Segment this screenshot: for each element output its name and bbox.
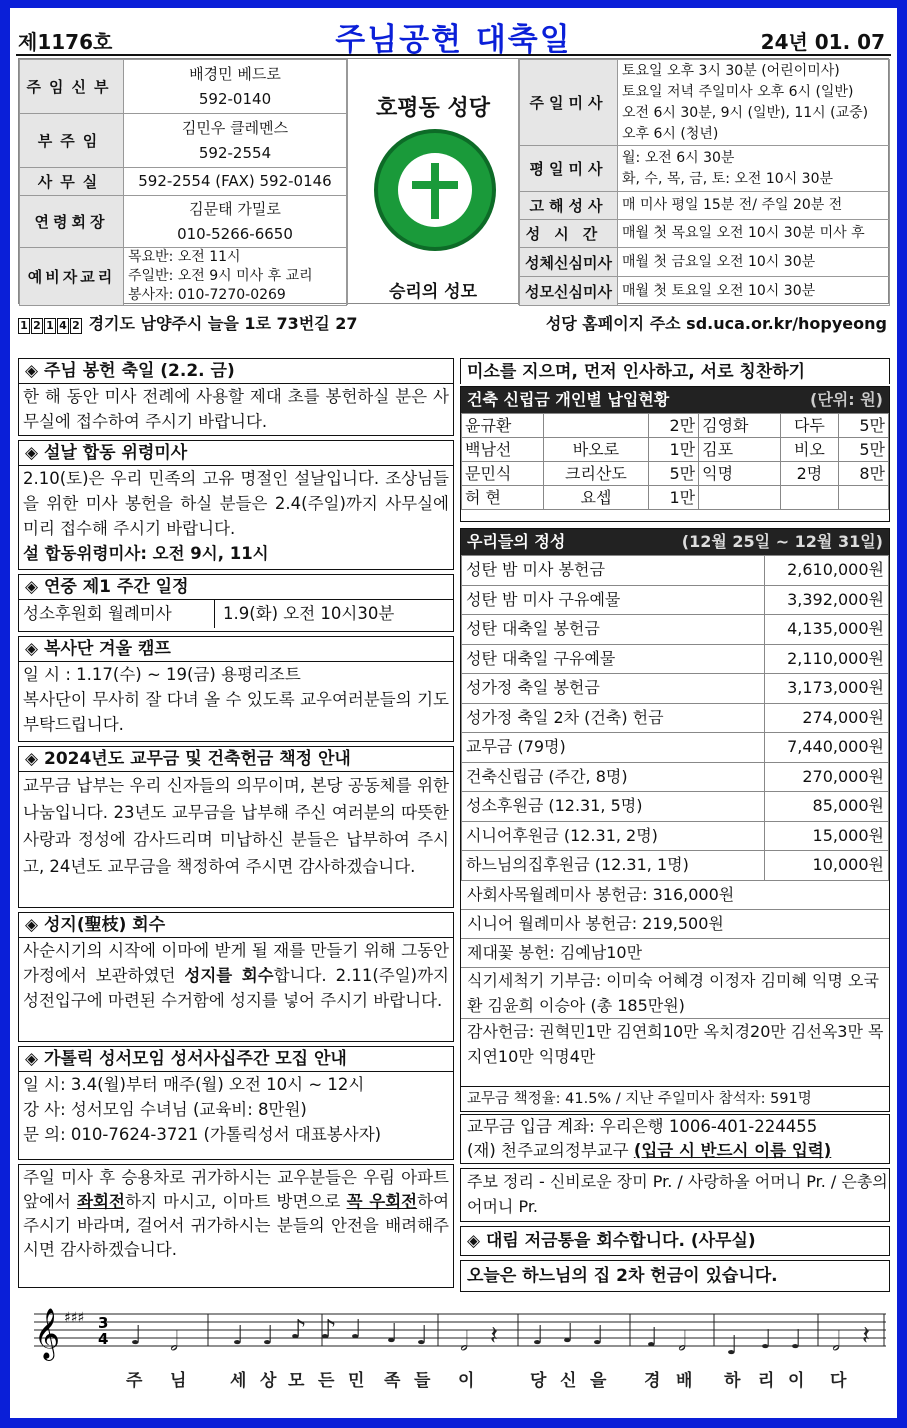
staff-label: 예비자교리 xyxy=(20,248,124,306)
schedule-value: 토요일 오후 3시 30분 (어린이미사) 토요일 저녁 주일미사 오후 6시 (일반) 오전 6시 30분, 9시 (일반), 11시 (교중) 오후 6시 (청년) xyxy=(618,60,890,146)
bulletin-header xyxy=(10,8,897,58)
notice-presentation-feast xyxy=(18,358,454,436)
staff-value: 목요반: 오전 11시 주일반: 오전 9시 미사 후 교리 봉사자: 010-7270-0269 xyxy=(124,248,347,306)
svg-text:배: 배 xyxy=(676,1371,693,1391)
notice-dues-guidance xyxy=(18,746,454,908)
page-title: 주님공현 대축일 xyxy=(335,22,572,58)
svg-text:다: 다 xyxy=(830,1371,847,1391)
issue-date: 24년 01. 07 xyxy=(760,30,885,54)
bulletin-credits: 주보 정리 - 신비로운 장미 Pr. / 사랑하올 어머니 Pr. / 은총의 어머니 Pr. xyxy=(467,1172,888,1216)
church-emblem-panel xyxy=(347,59,519,305)
time-signature-bottom: 4 xyxy=(98,1330,109,1348)
note-quarter-icon: ♩ xyxy=(350,1315,363,1345)
svg-text:을: 을 xyxy=(590,1371,607,1391)
note-quarter-icon: ♩ xyxy=(232,1321,245,1351)
church-name: 호평동 성당 xyxy=(376,96,490,121)
table-row: 성탄 밤 미사 봉헌금 2,610,000원 xyxy=(462,556,889,586)
notice-body: 복사단이 무사히 잘 다녀 올 수 있도록 교우여러분들의 기도 부탁드립니다. xyxy=(23,690,449,734)
note-quarter-icon: ♩ xyxy=(532,1321,545,1351)
svg-text:주: 주 xyxy=(126,1371,143,1391)
offering-extra: 시니어 월례미사 봉헌금: 219,500원 xyxy=(461,910,889,939)
address-line xyxy=(18,311,889,335)
offerings-table xyxy=(461,555,889,881)
advent-text: ◈ 대림 저금통을 회수합니다. (사무실) xyxy=(467,1231,756,1251)
notice-palm-collection xyxy=(18,912,454,1042)
header-rule xyxy=(16,54,891,56)
note-quarter-icon: ♩ xyxy=(130,1321,143,1351)
svg-text:님: 님 xyxy=(170,1371,187,1391)
note-quarter-icon: ♩ xyxy=(592,1321,605,1351)
note-quarter-icon: ♩ xyxy=(416,1321,429,1351)
table-row: 성소후원금 (12.31, 5명) 85,000원 xyxy=(462,792,889,822)
second-collection-notice xyxy=(460,1260,890,1292)
event-name: 성소후원회 월례미사 xyxy=(19,600,215,628)
building-fund-panel xyxy=(460,386,890,522)
svg-text:민: 민 xyxy=(348,1371,365,1391)
note-quarter-icon: ♩ xyxy=(386,1319,399,1349)
notice-highlight: 설 합동위령미사: 오전 9시, 11시 xyxy=(23,544,269,563)
svg-text:세: 세 xyxy=(230,1371,247,1391)
sharp-icon: ♯♯♯ xyxy=(64,1310,85,1326)
slogan-banner xyxy=(460,358,890,384)
notice-altar-server-camp xyxy=(18,636,454,742)
staff-label: 주임신부 xyxy=(20,60,124,114)
account-line: (재) 천주교의정부교구 (입금 시 반드시 이름 입력) xyxy=(467,1141,832,1160)
svg-text:모: 모 xyxy=(288,1371,305,1391)
svg-text:이: 이 xyxy=(458,1371,475,1391)
svg-text:경: 경 xyxy=(644,1371,661,1391)
staff-label: 연령회장 xyxy=(20,196,124,248)
schedule-row xyxy=(19,600,453,628)
svg-text:리: 리 xyxy=(758,1371,775,1391)
dues-rate-panel xyxy=(460,1086,890,1112)
advent-box-notice xyxy=(460,1226,890,1256)
notice-lunar-new-year-mass xyxy=(18,440,454,570)
note-quarter-icon: ♩ xyxy=(790,1325,803,1355)
offering-extra: 제대꽃 봉헌: 김예남10만 xyxy=(461,939,889,968)
second-collection-text: 오늘은 하느님의 집 2차 헌금이 있습니다. xyxy=(467,1266,778,1286)
table-row: 건축신립금 (주간, 8명) 270,000원 xyxy=(462,762,889,792)
cross-icon xyxy=(431,163,439,219)
note-quarter-icon: ♩ xyxy=(646,1323,659,1353)
notice-line: 문 의: 010-7624-3721 (가톨릭성서 대표봉사자) xyxy=(23,1125,382,1144)
table-row: 교무금 (79명) 7,440,000원 xyxy=(462,733,889,763)
notice-line: 일 시 : 1.17(수) ~ 19(금) 용평리조트 xyxy=(23,665,301,684)
schedule-value: 매월 첫 목요일 오전 10시 30분 미사 후 xyxy=(618,220,890,248)
staff-table xyxy=(19,59,347,306)
cross-bar-icon xyxy=(412,181,458,189)
notice-body: 한 해 동안 미사 전례에 사용할 제대 초를 봉헌하실 분은 사무실에 접수하여 주시기 바랍니다. xyxy=(23,387,449,431)
schedule-label: 고해성사 xyxy=(520,192,618,220)
svg-text:당: 당 xyxy=(530,1371,547,1391)
offerings-header: 우리들의 정성 (12월 25일 ~ 12월 31일) xyxy=(461,529,889,555)
note-half-icon: 𝅗𝅥 xyxy=(832,1327,841,1357)
notice-title: ◈ 복사단 겨울 캠프 xyxy=(19,637,453,662)
staff-value: 김민우 클레멘스 592-2554 xyxy=(124,114,347,168)
svg-text:족: 족 xyxy=(384,1371,401,1391)
table-row: 성탄 대축일 봉헌금 4,135,000원 xyxy=(462,615,889,645)
svg-text:든: 든 xyxy=(318,1371,335,1391)
svg-text:상: 상 xyxy=(260,1371,277,1391)
mass-schedule-table xyxy=(519,59,890,306)
church-patron: 승리의 성모 xyxy=(388,282,478,302)
table-row: 성탄 대축일 구유예물 2,110,000원 xyxy=(462,644,889,674)
schedule-value: 매월 첫 금요일 오전 10시 30분 xyxy=(618,248,890,277)
svg-text:신: 신 xyxy=(560,1371,577,1391)
staff-value: 김문태 가밀로 010-5266-6650 xyxy=(124,196,347,248)
notice-title: ◈ 주님 봉헌 축일 (2.2. 금) xyxy=(19,359,453,384)
church-logo xyxy=(374,129,496,251)
table-row: 윤규환 2만 김영화 다두 5만 xyxy=(462,414,889,438)
rest-icon: 𝄽 xyxy=(862,1321,870,1351)
street-address: 경기도 남양주시 늘을 1로 73번길 27 xyxy=(88,314,358,333)
notice-line: 일 시: 3.4(월)부터 매주(월) 오전 10시 ~ 12시 xyxy=(23,1075,365,1094)
notice-title: ◈ 2024년도 교무금 및 건축헌금 책정 안내 xyxy=(19,747,453,772)
notice-title: ◈ 설날 합동 위령미사 xyxy=(19,441,453,466)
slogan-text: 미소를 지으며, 먼저 인사하고, 서로 칭찬하기 xyxy=(460,358,890,384)
dishwasher-donation: 식기세척기 기부금: 이미숙 어혜경 이정자 김미혜 익명 오국환 김윤희 이승아 (총 185만원) xyxy=(461,968,889,1019)
notice-title: ◈ 연중 제1 주간 일정 xyxy=(19,575,453,600)
note-half-icon: 𝅗𝅥 xyxy=(678,1327,687,1357)
logo-emblem xyxy=(398,153,472,227)
church-info-panel xyxy=(18,58,889,304)
notice-bible-study xyxy=(18,1046,454,1160)
table-row: 성가정 축일 봉헌금 3,173,000원 xyxy=(462,674,889,704)
svg-text:들: 들 xyxy=(414,1371,431,1391)
account-line: 교무금 입금 계좌: 우리은행 1006-401-224455 xyxy=(467,1117,818,1136)
treble-clef-icon: 𝄞 xyxy=(34,1308,61,1359)
thanksgiving-offering: 감사헌금: 권혁민1만 김연희10만 옥치경20만 김선옥3만 목지연10만 익명4만 xyxy=(467,1021,884,1066)
note-eighth-icon: ♪ xyxy=(290,1315,307,1345)
schedule-label: 성모신심미사 xyxy=(520,277,618,306)
rest-icon: 𝄽 xyxy=(490,1321,498,1351)
note-quarter-icon: ♩ xyxy=(562,1319,575,1349)
svg-text:이: 이 xyxy=(788,1371,805,1391)
offering-extra: 사회사목월례미사 봉헌금: 316,000원 xyxy=(461,881,889,910)
schedule-label: 평일미사 xyxy=(520,146,618,192)
note-eighth-icon: ♪ xyxy=(320,1315,337,1345)
notice-weekly-schedule xyxy=(18,574,454,632)
note-quarter-icon: ♩ xyxy=(262,1321,275,1351)
notice-title: ◈ 성지(聖枝) 회수 xyxy=(19,913,453,938)
table-row: 시니어후원금 (12.31, 2명) 15,000원 xyxy=(462,821,889,851)
table-row: 문민식 크리산도 5만 익명 2명 8만 xyxy=(462,462,889,486)
note-quarter-icon: ♩ xyxy=(760,1325,773,1355)
schedule-value: 매 미사 평일 15분 전/ 주일 20분 전 xyxy=(618,192,890,220)
schedule-value: 월: 오전 6시 30분 화, 수, 목, 금, 토: 오전 10시 30분 xyxy=(618,146,890,192)
zip-code: 1 2 1 4 2 xyxy=(18,314,83,334)
staff-label: 부주임 xyxy=(20,114,124,168)
schedule-label: 성시간 xyxy=(520,220,618,248)
notice-traffic-safety xyxy=(18,1164,454,1288)
table-row: 성탄 밤 미사 구유예물 3,392,000원 xyxy=(462,585,889,615)
bulletin-page xyxy=(10,8,897,1418)
bank-account-panel xyxy=(460,1114,890,1164)
staff-label: 사무실 xyxy=(20,168,124,196)
event-time: 1.9(화) 오전 10시30분 xyxy=(223,604,395,623)
svg-text:하: 하 xyxy=(724,1371,741,1391)
homepage-link[interactable]: 성당 홈페이지 주소 sd.uca.or.kr/hopyeong xyxy=(545,314,887,333)
notice-body: 주일 미사 후 승용차로 귀가하시는 교우분들은 우림 아파트 앞에서 좌회전하지 마시고, 이마트 방면으로 꼭 우회전하여 주시기 바라며, 걸어서 귀가하시는 분들의 안전을 배려해주시면 감사하겠습니다. xyxy=(23,1168,450,1259)
issue-number: 제1176호 xyxy=(18,30,113,54)
bulletin-credits-panel xyxy=(460,1168,890,1222)
staff-value: 배경민 베드로 592-0140 xyxy=(124,60,347,114)
staff-value: 592-2554 (FAX) 592-0146 xyxy=(124,168,347,196)
table-row: 성가정 축일 2차 (건축) 헌금 274,000원 xyxy=(462,703,889,733)
schedule-value: 매월 첫 토요일 오전 10시 30분 xyxy=(618,277,890,306)
building-fund-table xyxy=(461,413,889,510)
lyrics xyxy=(126,1370,847,1391)
table-row: 백남선 바오로 1만 김포 비오 5만 xyxy=(462,438,889,462)
notice-body: 사순시기의 시작에 이마에 받게 될 재를 만들기 위해 그동안 가정에서 보관하였던 성지를 회수합니다. 2.11(주일)까지 성전입구에 마련된 수거함에 성지를 넣어 주시기 바랍니다. xyxy=(23,941,449,1010)
table-row: 하느님의집후원금 (12.31, 1명) 10,000원 xyxy=(462,851,889,881)
notice-title: ◈ 가톨릭 성서모임 성서사십주간 모집 안내 xyxy=(19,1047,453,1072)
schedule-label: 주일미사 xyxy=(520,60,618,146)
table-row: 허 현 요셉 1만 xyxy=(462,486,889,510)
note-half-icon: 𝅗𝅥 xyxy=(170,1327,179,1357)
note-quarter-icon: ♩ xyxy=(726,1331,739,1361)
schedule-label: 성체신심미사 xyxy=(520,248,618,277)
offerings-panel xyxy=(460,528,890,1088)
notice-line: 강 사: 성서모임 수녀님 (교육비: 8만원) xyxy=(23,1100,307,1119)
time-signature-top: 3 xyxy=(98,1314,109,1332)
notice-body: 2.10(토)은 우리 민족의 고유 명절인 설날입니다. 조상님들을 위한 미사 봉헌을 하실 분들은 2.4(주일)까지 사무실에 미리 접수해 주시기 바랍니다. xyxy=(23,469,449,538)
dues-rate-text: 교무금 책정율: 41.5% / 지난 주일미사 참석자: 591명 xyxy=(467,1091,812,1107)
hymn-score xyxy=(20,1298,890,1408)
building-fund-header: 건축 신립금 개인별 납입현황 (단위: 원) xyxy=(461,387,889,413)
notice-body: 교무금 납부는 우리 신자들의 의무이며, 본당 공동체를 위한 나눔입니다. 23년도 교무금을 납부해 주신 여러분의 따뜻한 사랑과 정성에 감사드리며 미납하신 분들은 납부하여 주시고, 24년도 교무금을 책정하여 주시면 감사하겠습니다. xyxy=(23,776,449,876)
note-half-icon: 𝅗𝅥 xyxy=(460,1327,469,1357)
staff-notation xyxy=(20,1298,890,1408)
